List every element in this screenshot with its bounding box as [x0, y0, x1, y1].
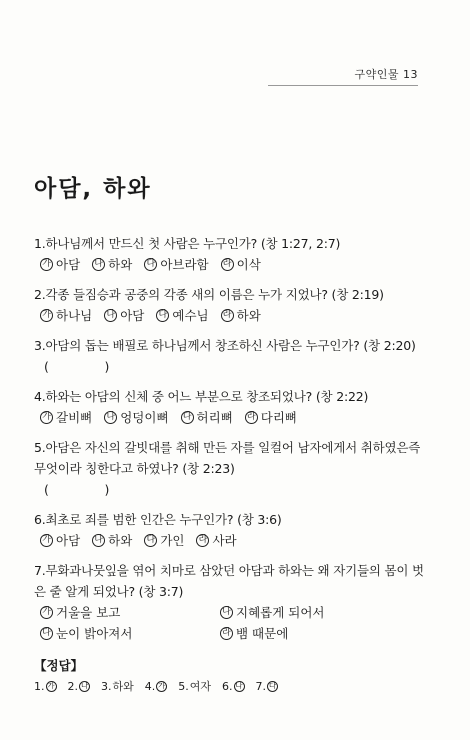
answer-number: 2. [67, 679, 78, 693]
options [34, 602, 434, 644]
circle-marker-na: 나 [92, 534, 105, 547]
circle-marker-ga: 가 [40, 606, 53, 619]
option-label: 아담 [56, 533, 81, 548]
answer-key-title: 【정답】 [34, 658, 84, 673]
circle-marker-ra: 라 [221, 309, 234, 322]
option-label: 엉덩이뼈 [120, 410, 169, 425]
options [34, 254, 434, 275]
answer-blank: ( ) [44, 359, 110, 374]
circle-marker-da: 다 [40, 627, 53, 640]
answer-2 [68, 678, 91, 694]
circle-marker-na: 나 [92, 258, 105, 271]
option-ra [220, 623, 410, 644]
answer-text: 하와 [112, 680, 134, 693]
circle-marker-na: 나 [104, 309, 117, 322]
option-label: 지혜롭게 되어서 [236, 605, 325, 620]
option-label: 하나님 [56, 308, 93, 323]
answer-number: 1. [34, 679, 45, 693]
question-text: 5.아담은 자신의 갈빗대를 취해 만든 자를 일컬어 남자에게서 취하였은즉 무엇이라 칭한다고 하였나? (창 2:23) [34, 440, 421, 476]
option-label: 갈비뼈 [56, 410, 93, 425]
question-text: 7.무화과나뭇잎을 엮어 치마로 삼았던 아담과 하와는 왜 자기들의 몸이 벗은 줄 알게 되었나? (창 3:7) [34, 563, 424, 599]
circle-marker-da: 다 [144, 534, 157, 547]
answer-text: 여자 [189, 680, 212, 693]
option-ga [40, 530, 80, 551]
answer-5 [178, 678, 211, 694]
answer-3 [101, 678, 134, 694]
option-label: 눈이 밝아져서 [56, 626, 133, 641]
circle-marker-ra: 라 [220, 627, 233, 640]
option-na [104, 407, 168, 428]
answer-number: 6. [222, 679, 233, 693]
option-label: 하와 [236, 308, 261, 323]
circle-marker-ga: 가 [40, 258, 53, 271]
answer-7 [256, 678, 279, 694]
option-label: 아담 [120, 308, 145, 323]
option-da [181, 407, 233, 428]
circle-marker-ga: 가 [47, 681, 55, 691]
header-rule [268, 85, 418, 86]
options [34, 530, 434, 551]
circle-marker-da: 다 [268, 681, 277, 691]
option-label: 아브라함 [160, 257, 209, 272]
circle-marker-ga: 가 [40, 309, 53, 322]
circle-marker-ga: 가 [40, 534, 53, 547]
option-da [156, 305, 208, 326]
answer-number: 7. [255, 679, 267, 693]
circle-marker-ra: 라 [221, 258, 234, 271]
answer-6 [222, 678, 245, 694]
circle-marker-na: 나 [235, 681, 243, 691]
question-2 [34, 284, 434, 326]
option-ra [221, 305, 261, 326]
option-ra [245, 407, 297, 428]
question-text: 1.하나님께서 만드신 첫 사람은 누구인가? (창 1:27, 2:7) [34, 236, 341, 251]
option-label: 거울을 보고 [56, 605, 121, 620]
question-text: 6.최초로 죄를 범한 인간은 누구인가? (창 3:6) [34, 512, 282, 527]
option-label: 예수님 [172, 308, 209, 323]
question-5 [34, 437, 434, 500]
answer-1 [34, 678, 57, 694]
running-head: 구약인물 13 [354, 68, 418, 81]
answer-key [34, 678, 278, 694]
option-label: 이삭 [236, 257, 261, 272]
answer-4 [145, 678, 168, 694]
options [34, 407, 434, 428]
circle-marker-ga: 가 [40, 411, 53, 424]
question-text: 4.하와는 아담의 신체 중 어느 부분으로 창조되었나? (창 2:22) [34, 389, 369, 404]
option-na [92, 530, 132, 551]
circle-marker-na: 나 [220, 606, 233, 619]
option-na [220, 602, 410, 623]
option-label: 아담 [56, 257, 81, 272]
option-label: 허리뼈 [196, 410, 233, 425]
answer-number: 5. [178, 679, 189, 693]
question-text: 3.아담의 돕는 배필로 하나님께서 창조하신 사람은 누구인가? (창 2:20) [34, 338, 416, 353]
option-label: 사라 [212, 533, 237, 548]
option-label: 뱀 때문에 [236, 626, 289, 641]
option-da [144, 530, 184, 551]
question-1 [34, 233, 434, 275]
circle-marker-na: 나 [104, 411, 117, 424]
circle-marker-da: 다 [156, 309, 169, 322]
option-label: 다리뼈 [260, 410, 298, 425]
option-ra [196, 530, 236, 551]
option-na [104, 305, 144, 326]
option-ra [221, 254, 261, 275]
option-label: 하와 [108, 533, 133, 548]
circle-marker-ga: 가 [158, 681, 166, 691]
option-ga [40, 602, 220, 623]
option-label: 가인 [160, 533, 185, 548]
answer-blank: ( ) [44, 482, 110, 497]
answer-number: 4. [144, 679, 156, 693]
question-3 [34, 335, 434, 377]
circle-marker-da: 다 [144, 258, 157, 271]
circle-marker-na: 나 [80, 681, 89, 691]
option-ga [40, 407, 92, 428]
chapter-title: 아담, 하와 [34, 176, 152, 202]
option-da [144, 254, 208, 275]
option-ga [40, 305, 92, 326]
question-text: 2.각종 들짐승과 공중의 각종 새의 이름은 누가 지었나? (창 2:19) [34, 287, 384, 302]
question-7 [34, 560, 434, 644]
option-ga [40, 254, 80, 275]
options [34, 305, 434, 326]
question-4 [34, 386, 434, 428]
question-list [34, 233, 434, 653]
option-da [40, 623, 220, 644]
circle-marker-ra: 라 [245, 411, 258, 424]
answer-number: 3. [101, 679, 112, 693]
circle-marker-ra: 라 [196, 534, 209, 547]
option-na [92, 254, 132, 275]
circle-marker-da: 다 [181, 411, 194, 424]
question-6 [34, 509, 434, 551]
option-label: 하와 [108, 257, 133, 272]
